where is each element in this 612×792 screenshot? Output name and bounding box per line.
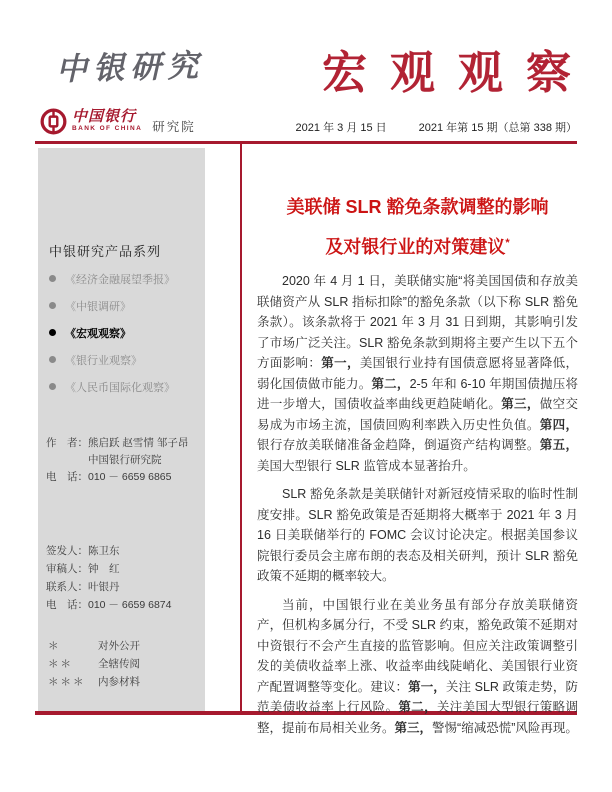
author-block [46, 435, 188, 486]
article-paragraph: SLR 豁免条款是美联储针对新冠疫情采取的临时性制度安排。SLR 豁免政策是否延期将大概率于 2021 年 3 月 16 日美联储举行的 FOMC 会议讨论决定。根据美国参议院银行委员会主席布朗的表态及相关研判，预计 SLR 豁免政策不延期的概率较大。 [257, 487, 578, 583]
bullet-icon [49, 383, 56, 390]
note-label: 对外公开 [98, 640, 140, 652]
title-footnote-marker: * [505, 237, 510, 249]
note-label: 内参材料 [98, 676, 140, 688]
article-body [257, 271, 578, 738]
issuer-name: 陈卫东 [88, 545, 120, 557]
article-title-line1: 美联储 SLR 豁免条款调整的影响 [286, 197, 549, 217]
author-label: 作 者： [46, 437, 88, 449]
series-item-label: 《银行业观察》 [65, 354, 142, 367]
note-label: 全辖传阅 [98, 658, 140, 670]
phone2-row [46, 596, 172, 614]
issuer-row [46, 542, 172, 560]
article-title [257, 189, 578, 265]
contact-name: 叶银丹 [88, 581, 120, 593]
bank-name-en: BANK OF CHINA [72, 125, 143, 133]
bank-of-china-logo-icon [40, 108, 67, 135]
series-item-label: 《宏观观察》 [65, 327, 131, 340]
note-stars: ＊＊ [48, 658, 73, 670]
phone2-number: 010 － 6659 6874 [88, 599, 172, 611]
series-item [49, 373, 175, 400]
series-item [49, 292, 175, 319]
series-item-label: 《经济金融展望季报》 [65, 273, 175, 286]
series-item-label: 《人民币国际化观察》 [65, 381, 175, 394]
phone-label: 电 话： [46, 471, 88, 483]
distribution-note-row [48, 673, 140, 691]
sidebar [38, 148, 205, 711]
article-title-line2: 及对银行业的对策建议* [325, 237, 510, 257]
brand-calligraphy: 中银研究 [55, 48, 205, 88]
series-title: 中银研究产品系列 [49, 244, 162, 259]
affiliation: 中国银行研究院 [88, 454, 162, 466]
phone-row [46, 469, 188, 486]
phone-number: 010 － 6659 6865 [88, 471, 172, 483]
distribution-note-row [48, 637, 140, 655]
publish-date: 2021 年 3 月 15 日 [295, 122, 387, 134]
issue-number: 2021 年第 15 期（总第 338 期） [418, 122, 577, 134]
author-row [46, 435, 188, 452]
reviewer-label: 审稿人： [46, 563, 88, 575]
publication-title: 宏观观察 [322, 47, 595, 98]
affiliation-row [46, 452, 188, 469]
reviewer-row [46, 560, 172, 578]
bullet-icon [49, 302, 56, 309]
vertical-divider [240, 144, 242, 711]
top-divider [35, 141, 577, 144]
series-item-label: 《中银调研》 [65, 300, 131, 313]
author-names: 熊启跃 赵雪情 邹子昂 [88, 437, 189, 449]
distribution-notes [48, 637, 140, 691]
contact-label: 联系人： [46, 581, 88, 593]
institute-name: 研究院 [152, 120, 196, 134]
phone2-label: 电 话： [46, 599, 88, 611]
series-list [49, 265, 175, 400]
bank-name-cn: 中国银行 [72, 107, 137, 126]
series-item [49, 346, 175, 373]
bank-logo-row [40, 104, 196, 138]
bullet-icon [49, 329, 56, 336]
bank-wordmark [72, 109, 142, 133]
article-paragraph: 当前，中国银行业在美业务虽有部分存放美联储资产，但机构多属分行，不受 SLR 约束，豁免政策不延期对中资银行不会产生直接的监管影响。但应关注政策调整引发的美债收益率上涨、收益率曲线陡峭化、美国银行业资产配置调整等变化。建议：第一，关注 SLR 政策走势，防范美债收益率上行风险。第二，关注美国大型银行策略调整，提前布局相关业务。第三，警惕“缩减恐慌”风险再现。 [257, 597, 578, 735]
note-stars: ＊ [48, 640, 61, 652]
bullet-icon [49, 275, 56, 282]
article-paragraph: 2020 年 4 月 1 日，美联储实施“将美国国债和存放美联储资产从 SLR 指标扣除”的豁免条款（以下称 SLR 豁免条款）。该条款将于 2021 年 3 月 31 日到期，其影响引发了市场广泛关注。SLR 豁免条款到期将主要产生以下五个方面影响：第一，美国银行业持有国债意愿将显著降低，弱化国债做市能力。第二，2-5 年和 6-10 年期国债抛压将进一步增大，国债收益率曲线更趋陡峭化。第三，做空交易成为市场主流，国债回购利率跌入历史性负值。第四，银行存放美联储准备金趋降，倒逼资产结构调整。第五，美国大型银行 SLR 监管成本显著抬升。 [257, 274, 578, 473]
series-item [49, 265, 175, 292]
contact-row [46, 578, 172, 596]
note-stars: ＊＊＊ [48, 676, 86, 688]
issuer-label: 签发人： [46, 545, 88, 557]
article [257, 189, 578, 746]
sign-off-block [46, 542, 172, 614]
bullet-icon [49, 356, 56, 363]
issue-info-row [296, 119, 577, 135]
reviewer-name: 钟 红 [88, 563, 120, 575]
series-item [49, 319, 175, 346]
distribution-note-row [48, 655, 140, 673]
